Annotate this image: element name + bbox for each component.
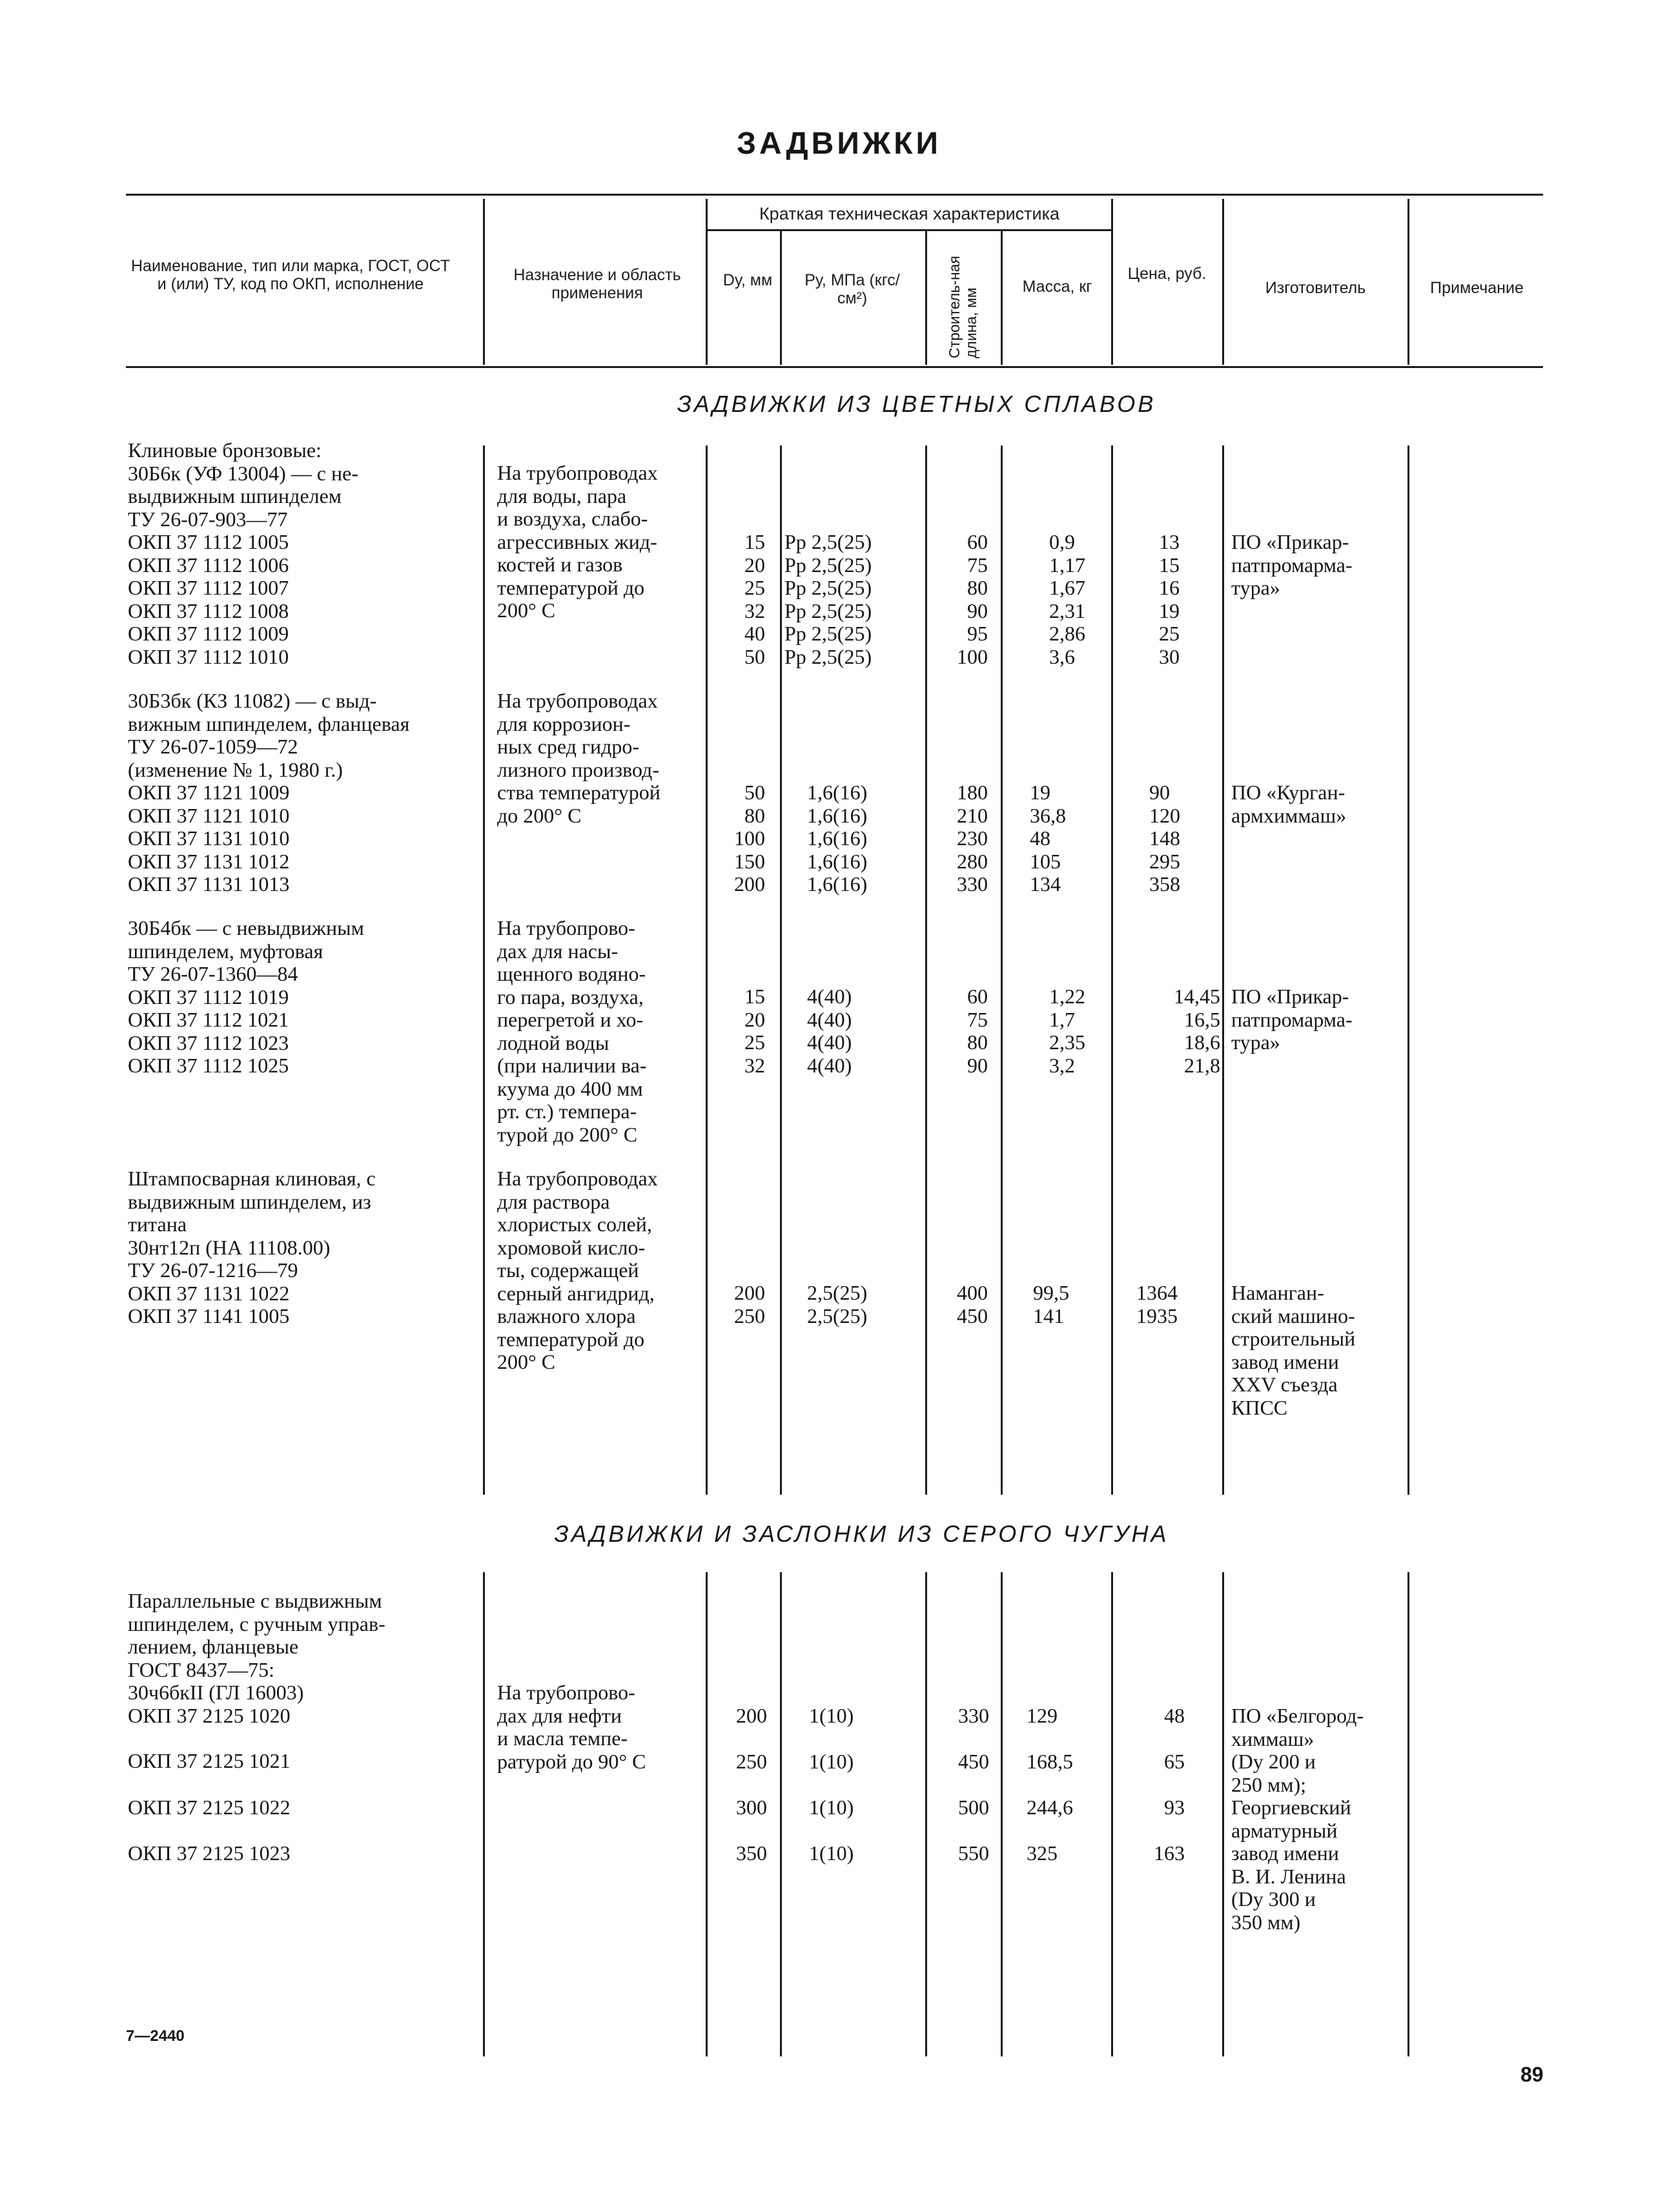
item-length: 550 — [958, 1841, 989, 1865]
body-divider — [1407, 1572, 1409, 2056]
item-name: Штампосварная клиновая, с выдвижным шпинделем, из титана 30нт12п (НА 11108.00) ТУ 26-07-1216—79 ОКП 37 1131 1022 ОКП 37 1141 1005 — [128, 1167, 376, 1327]
item-length: 500 — [958, 1796, 989, 1819]
item-mass: 1,22 1,7 2,35 3,2 — [1049, 985, 1085, 1077]
item-length: 450 — [958, 1750, 989, 1773]
header-divider — [483, 199, 485, 365]
item-purpose: На трубопроводах для раствора хлористых солей, хромовой кисло- ты, содержащей серный ангидрид, влажного хлора температурой до 200° С — [497, 1167, 658, 1373]
item-py: 1(10) — [809, 1841, 854, 1865]
column-header-dy: Dу, мм — [722, 271, 773, 289]
column-header-purpose: Назначение и область применения — [513, 266, 681, 302]
item-dy: 200 — [736, 1704, 767, 1727]
tech-group-rule — [706, 229, 1111, 231]
body-divider — [780, 445, 782, 1495]
body-divider — [1001, 1572, 1003, 2056]
item-price: 90 120 148 295 358 — [1149, 781, 1180, 896]
column-header-note: Примечание — [1430, 279, 1524, 297]
page-number: 89 — [1520, 2063, 1544, 2086]
item-purpose: На трубопроводах для коррозион- ных сред гидро- лизного производ- ства температурой до 200° С — [497, 689, 660, 827]
item-mass: 0,9 1,17 1,67 2,31 2,86 3,6 — [1049, 530, 1085, 668]
item-purpose: На трубопрово- дах для насы- щенного водяно- го пара, воздуха, перегретой и хо- лодной воды (при наличии ва- куума до 400 мм рт. ст.) темпера- турой до 200° С — [497, 916, 647, 1146]
item-dy: 250 — [736, 1750, 767, 1773]
item-dy: 15 20 25 32 40 50 — [744, 530, 765, 668]
item-maker: ПО «Прикар- патпромарма- тура» — [1231, 985, 1353, 1054]
item-price: 1364 1935 — [1136, 1281, 1178, 1327]
item-purpose: На трубопрово- дах для нефти и масла темпе- ратурой до 90° С — [497, 1681, 646, 1773]
header-divider — [1407, 199, 1409, 365]
item-length: 60 75 80 90 95 100 — [957, 530, 988, 668]
column-header-tech-group: Краткая техническая характеристика — [759, 204, 1060, 223]
table-top-rule — [126, 194, 1543, 196]
item-okp-row: ОКП 37 2125 1023 — [128, 1841, 291, 1865]
body-divider — [925, 1572, 927, 2056]
item-maker: Наманган- ский машино- строительный завод имени XXV съезда КПСС — [1231, 1281, 1356, 1419]
item-py: 2,5(25) 2,5(25) — [807, 1281, 868, 1327]
item-dy: 50 80 100 150 200 — [734, 781, 765, 896]
item-name: 30Б3бк (КЗ 11082) — с выд- вижным шпинделем, фланцевая ТУ 26-07-1059—72 (изменение № 1, 1980 г.) ОКП 37 1121 1009 ОКП 37 1121 1010 ОКП 37 1131 1010 ОКП 37 1131 1012 ОКП 37 1131 1013 — [128, 689, 410, 896]
item-maker: ПО «Курган- армхиммаш» — [1231, 781, 1347, 827]
column-header-py: Pу, МПа (кгс/см²) — [804, 271, 900, 307]
column-header-price: Цена, руб. — [1127, 265, 1207, 283]
item-name: Клиновые бронзовые: 30Б6к (УФ 13004) — с не- выдвижным шпинделем ТУ 26-07-903—77 ОКП 37 1112 1005 ОКП 37 1112 1006 ОКП 37 1112 1007 ОКП 37 1112 1008 ОКП 37 1112 1009 ОКП 37 1112 1010 — [128, 438, 358, 668]
header-bottom-rule — [126, 366, 1543, 368]
item-py: 1(10) — [809, 1796, 854, 1819]
footer-code: 7—2440 — [126, 2027, 185, 2045]
item-length: 60 75 80 90 — [967, 985, 988, 1077]
column-header-length: Строитель-ная длина, мм — [946, 256, 979, 358]
item-price: 48 — [1164, 1704, 1185, 1727]
item-py: 1(10) — [809, 1704, 854, 1727]
item-py: Pр 2,5(25) Pр 2,5(25) Pр 2,5(25) Pр 2,5(25) Pр 2,5(25) Pр 2,5(25) — [784, 530, 872, 668]
item-length: 400 450 — [957, 1281, 988, 1327]
item-price: 14,45 16,5 18,6 21,8 — [1174, 985, 1220, 1077]
item-mass: 325 — [1027, 1841, 1058, 1865]
item-py: 1,6(16) 1,6(16) 1,6(16) 1,6(16) 1,6(16) — [807, 781, 868, 896]
column-header-mass: Масса, кг — [1022, 278, 1092, 296]
item-mass: 99,5 141 — [1033, 1281, 1069, 1327]
header-divider — [1111, 199, 1113, 365]
item-dy: 300 — [736, 1796, 767, 1819]
item-mass: 244,6 — [1027, 1796, 1073, 1819]
body-divider — [780, 1572, 782, 2056]
body-divider — [1222, 1572, 1224, 2056]
item-price: 163 — [1154, 1841, 1185, 1865]
item-maker: ПО «Белгород- химмаш» (Dу 200 и 250 мм); Георгиевский арматурный завод имени В. И. Ленина (Dу 300 и 350 мм) — [1231, 1704, 1364, 1934]
item-mass: 168,5 — [1027, 1750, 1073, 1773]
body-divider — [1222, 445, 1224, 1495]
body-divider — [1111, 445, 1113, 1495]
item-okp-row: ОКП 37 2125 1022 — [128, 1796, 291, 1819]
item-dy: 350 — [736, 1841, 767, 1865]
header-divider — [706, 199, 708, 365]
item-maker: ПО «Прикар- патпромарма- тура» — [1231, 530, 1353, 599]
item-dy: 15 20 25 32 — [744, 985, 765, 1077]
section-title-cast-iron: ЗАДВИЖКИ И ЗАСЛОНКИ ИЗ СЕРОГО ЧУГУНА — [554, 1521, 1169, 1547]
column-header-maker: Изготовитель — [1265, 279, 1366, 297]
item-price: 93 — [1164, 1796, 1185, 1819]
item-py: 1(10) — [809, 1750, 854, 1773]
header-divider — [925, 231, 927, 365]
item-length: 330 — [958, 1704, 989, 1727]
page-title: ЗАДВИЖКИ — [736, 127, 942, 161]
body-divider — [706, 445, 708, 1495]
body-divider — [1407, 445, 1409, 1495]
item-price: 13 15 16 19 25 30 — [1159, 530, 1180, 668]
item-name: 30Б4бк — с невыдвижным шпинделем, муфтовая ТУ 26-07-1360—84 ОКП 37 1112 1019 ОКП 37 1112 1021 ОКП 37 1112 1023 ОКП 37 1112 1025 — [128, 916, 364, 1077]
body-divider — [706, 1572, 708, 2056]
header-divider — [1222, 199, 1224, 365]
item-name: Параллельные с выдвижным шпинделем, с ручным управ- лением, фланцевые ГОСТ 8437—75: 30ч6бкII (ГЛ 16003) ОКП 37 2125 1020 — [128, 1589, 385, 1727]
body-divider — [483, 445, 485, 1495]
item-okp-row: ОКП 37 2125 1021 — [128, 1749, 291, 1772]
body-divider — [1001, 445, 1003, 1495]
section-title-nonferrous: ЗАДВИЖКИ ИЗ ЦВЕТНЫХ СПЛАВОВ — [677, 391, 1156, 417]
item-mass: 129 — [1027, 1704, 1058, 1727]
header-divider — [1001, 231, 1003, 365]
item-py: 4(40) 4(40) 4(40) 4(40) — [807, 985, 852, 1077]
body-divider — [1111, 1572, 1113, 2056]
item-purpose: На трубопроводах для воды, пара и воздуха, слабо- агрессивных жид- костей и газов температурой до 200° С — [497, 461, 658, 622]
header-divider — [780, 231, 782, 365]
item-length: 180 210 230 280 330 — [957, 781, 988, 896]
column-header-name: Наименование, тип или марка, ГОСТ, ОСТ и (или) ТУ, код по ОКП, исполнение — [131, 257, 450, 293]
body-divider — [925, 445, 927, 1495]
item-mass: 19 36,8 48 105 134 — [1030, 781, 1066, 896]
item-price: 65 — [1164, 1750, 1185, 1773]
body-divider — [483, 1572, 485, 2056]
item-dy: 200 250 — [734, 1281, 765, 1327]
